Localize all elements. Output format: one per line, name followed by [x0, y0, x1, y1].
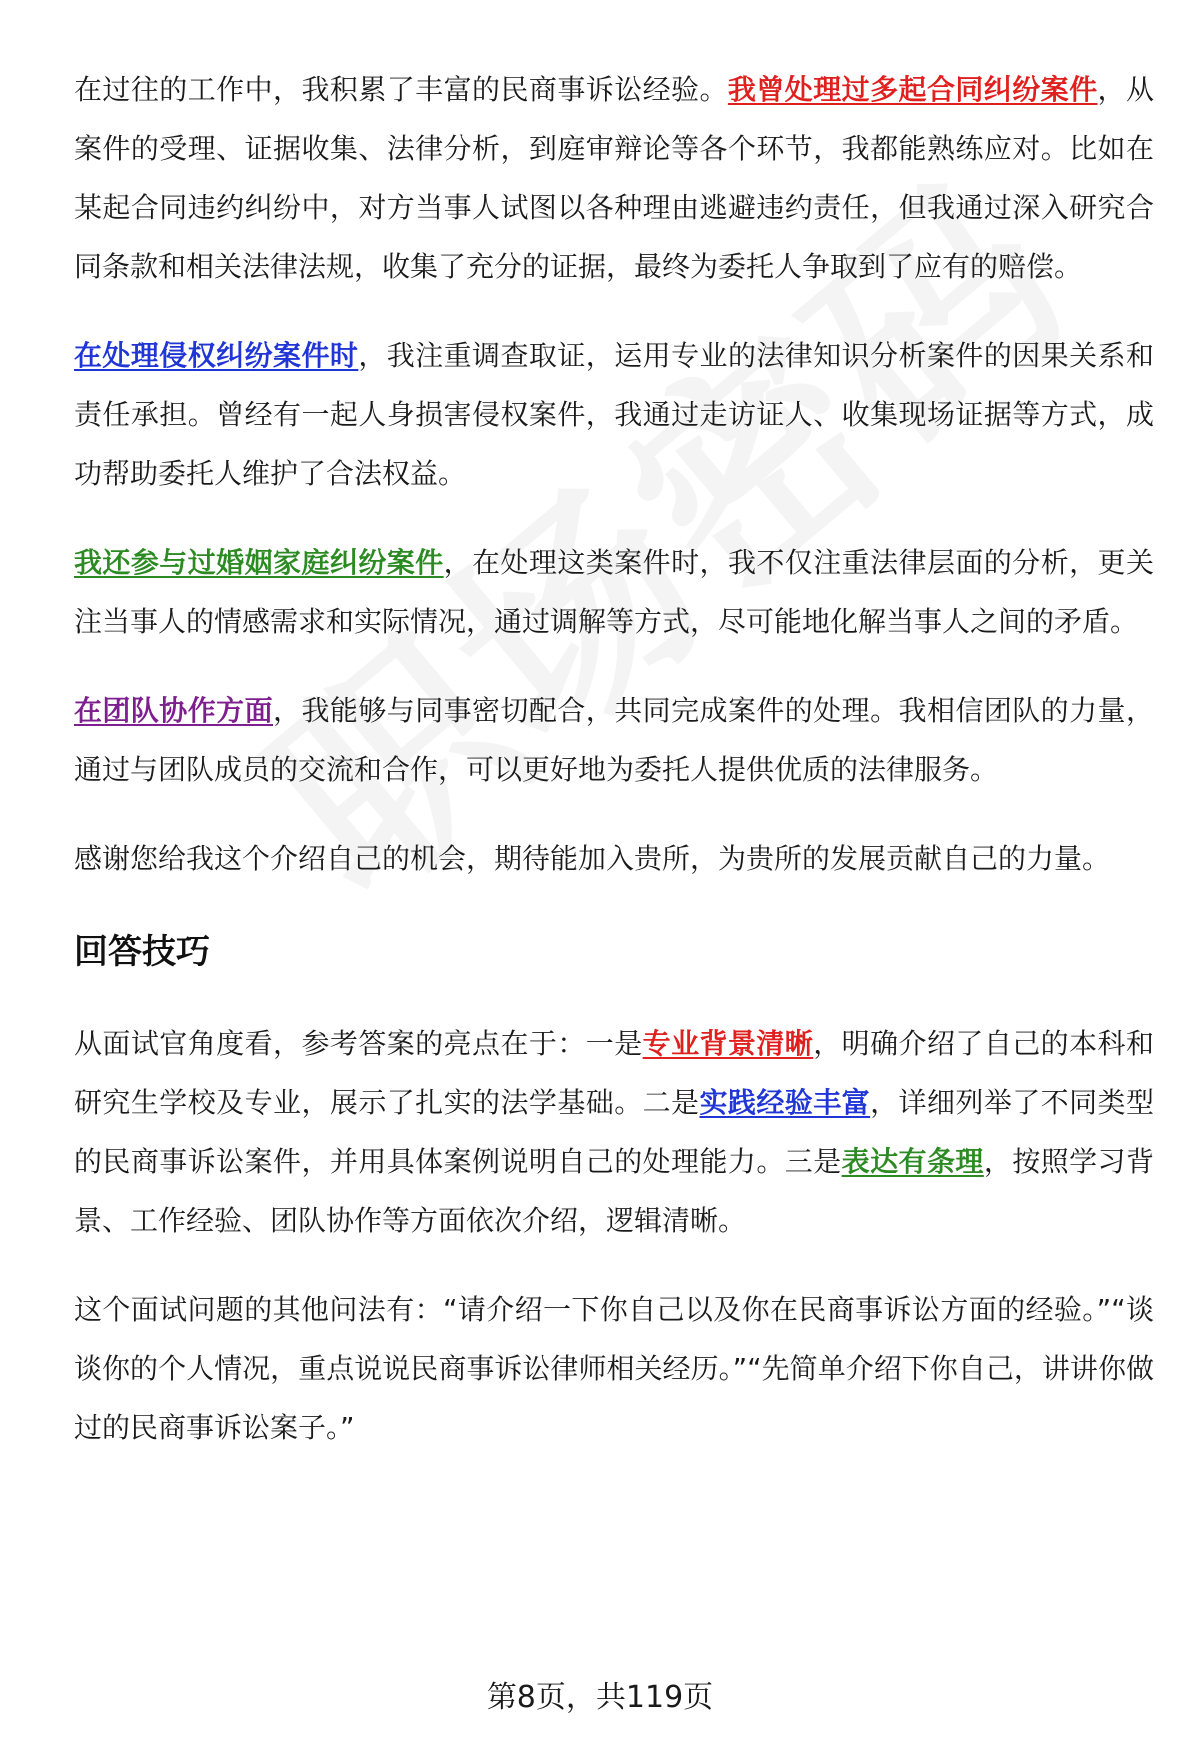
paragraph-text: ，我注重调查取证，运用专业的法律知识分析案件的因果关系和责任承担。曾经有一起人身损害侵权案件，我通过走访证人、收集现场证据等方式，成功帮助委托人维护了合法权益。	[74, 339, 1154, 490]
page-number: 第8页，共119页	[486, 1680, 714, 1715]
paragraph-contract-cases	[74, 60, 1154, 296]
highlight-teamwork: 在团队协作方面	[74, 694, 274, 727]
highlight-practical-experience: 实践经验丰富	[699, 1086, 871, 1119]
paragraph-tips	[74, 1014, 1154, 1250]
paragraph-text: ，按照学习背景、工作经验、团队协作等方面依次介绍，逻辑清晰。	[74, 1145, 1154, 1237]
paragraph-text: 在过往的工作中，我积累了丰富的民商事诉讼经验。	[74, 73, 728, 106]
paragraph-text: ，我能够与同事密切配合，共同完成案件的处理。我相信团队的力量，通过与团队成员的交流和合作，可以更好地为委托人提供优质的法律服务。	[74, 694, 1154, 786]
paragraph-text: ，从案件的受理、证据收集、法律分析，到庭审辩论等各个环节，我都能熟练应对。比如在某起合同违约纠纷中，对方当事人试图以各种理由逃避违约责任，但我通过深入研究合同条款和相关法律法规，收集了充分的证据，最终为委托人争取到了应有的赔偿。	[74, 73, 1154, 283]
paragraph-text: 感谢您给我这个介绍自己的机会，期待能加入贵所，为贵所的发展贡献自己的力量。	[74, 842, 1111, 875]
highlight-contract-cases: 我曾处理过多起合同纠纷案件	[727, 73, 1098, 106]
paragraph-text: ，在处理这类案件时，我不仅注重法律层面的分析，更关注当事人的情感需求和实际情况，通过调解等方式，尽可能地化解当事人之间的矛盾。	[74, 546, 1154, 638]
paragraph-text: ，明确介绍了自己的本科和研究生学校及专业，展示了扎实的法学基础。二是	[74, 1027, 1154, 1119]
highlight-family-cases: 我还参与过婚姻家庭纠纷案件	[74, 546, 444, 579]
paragraph-text: ，详细列举了不同类型的民商事诉讼案件，并用具体案例说明自己的处理能力。三是	[74, 1086, 1154, 1178]
paragraph-teamwork	[74, 681, 1154, 799]
paragraph-thanks	[74, 829, 1154, 888]
paragraph-text: 从面试官角度看，参考答案的亮点在于：一是	[74, 1027, 643, 1060]
paragraph-other-questions: 这个面试问题的其他问法有：“请介绍一下你自己以及你在民商事诉讼方面的经验。”“谈谈你的个人情况，重点说说民商事诉讼律师相关经历。”“先简单介绍下你自己，讲讲你做过的民商事诉讼案子。”	[74, 1293, 1154, 1444]
paragraph-family-cases	[74, 533, 1154, 651]
highlight-professional-background: 专业背景清晰	[642, 1027, 814, 1060]
highlight-organized-expression: 表达有条理	[841, 1145, 984, 1178]
document-body	[74, 60, 1154, 1487]
highlight-tort-cases: 在处理侵权纠纷案件时	[74, 339, 359, 372]
section-title: 回答技巧	[74, 932, 210, 972]
paragraph-tort-cases	[74, 326, 1154, 503]
